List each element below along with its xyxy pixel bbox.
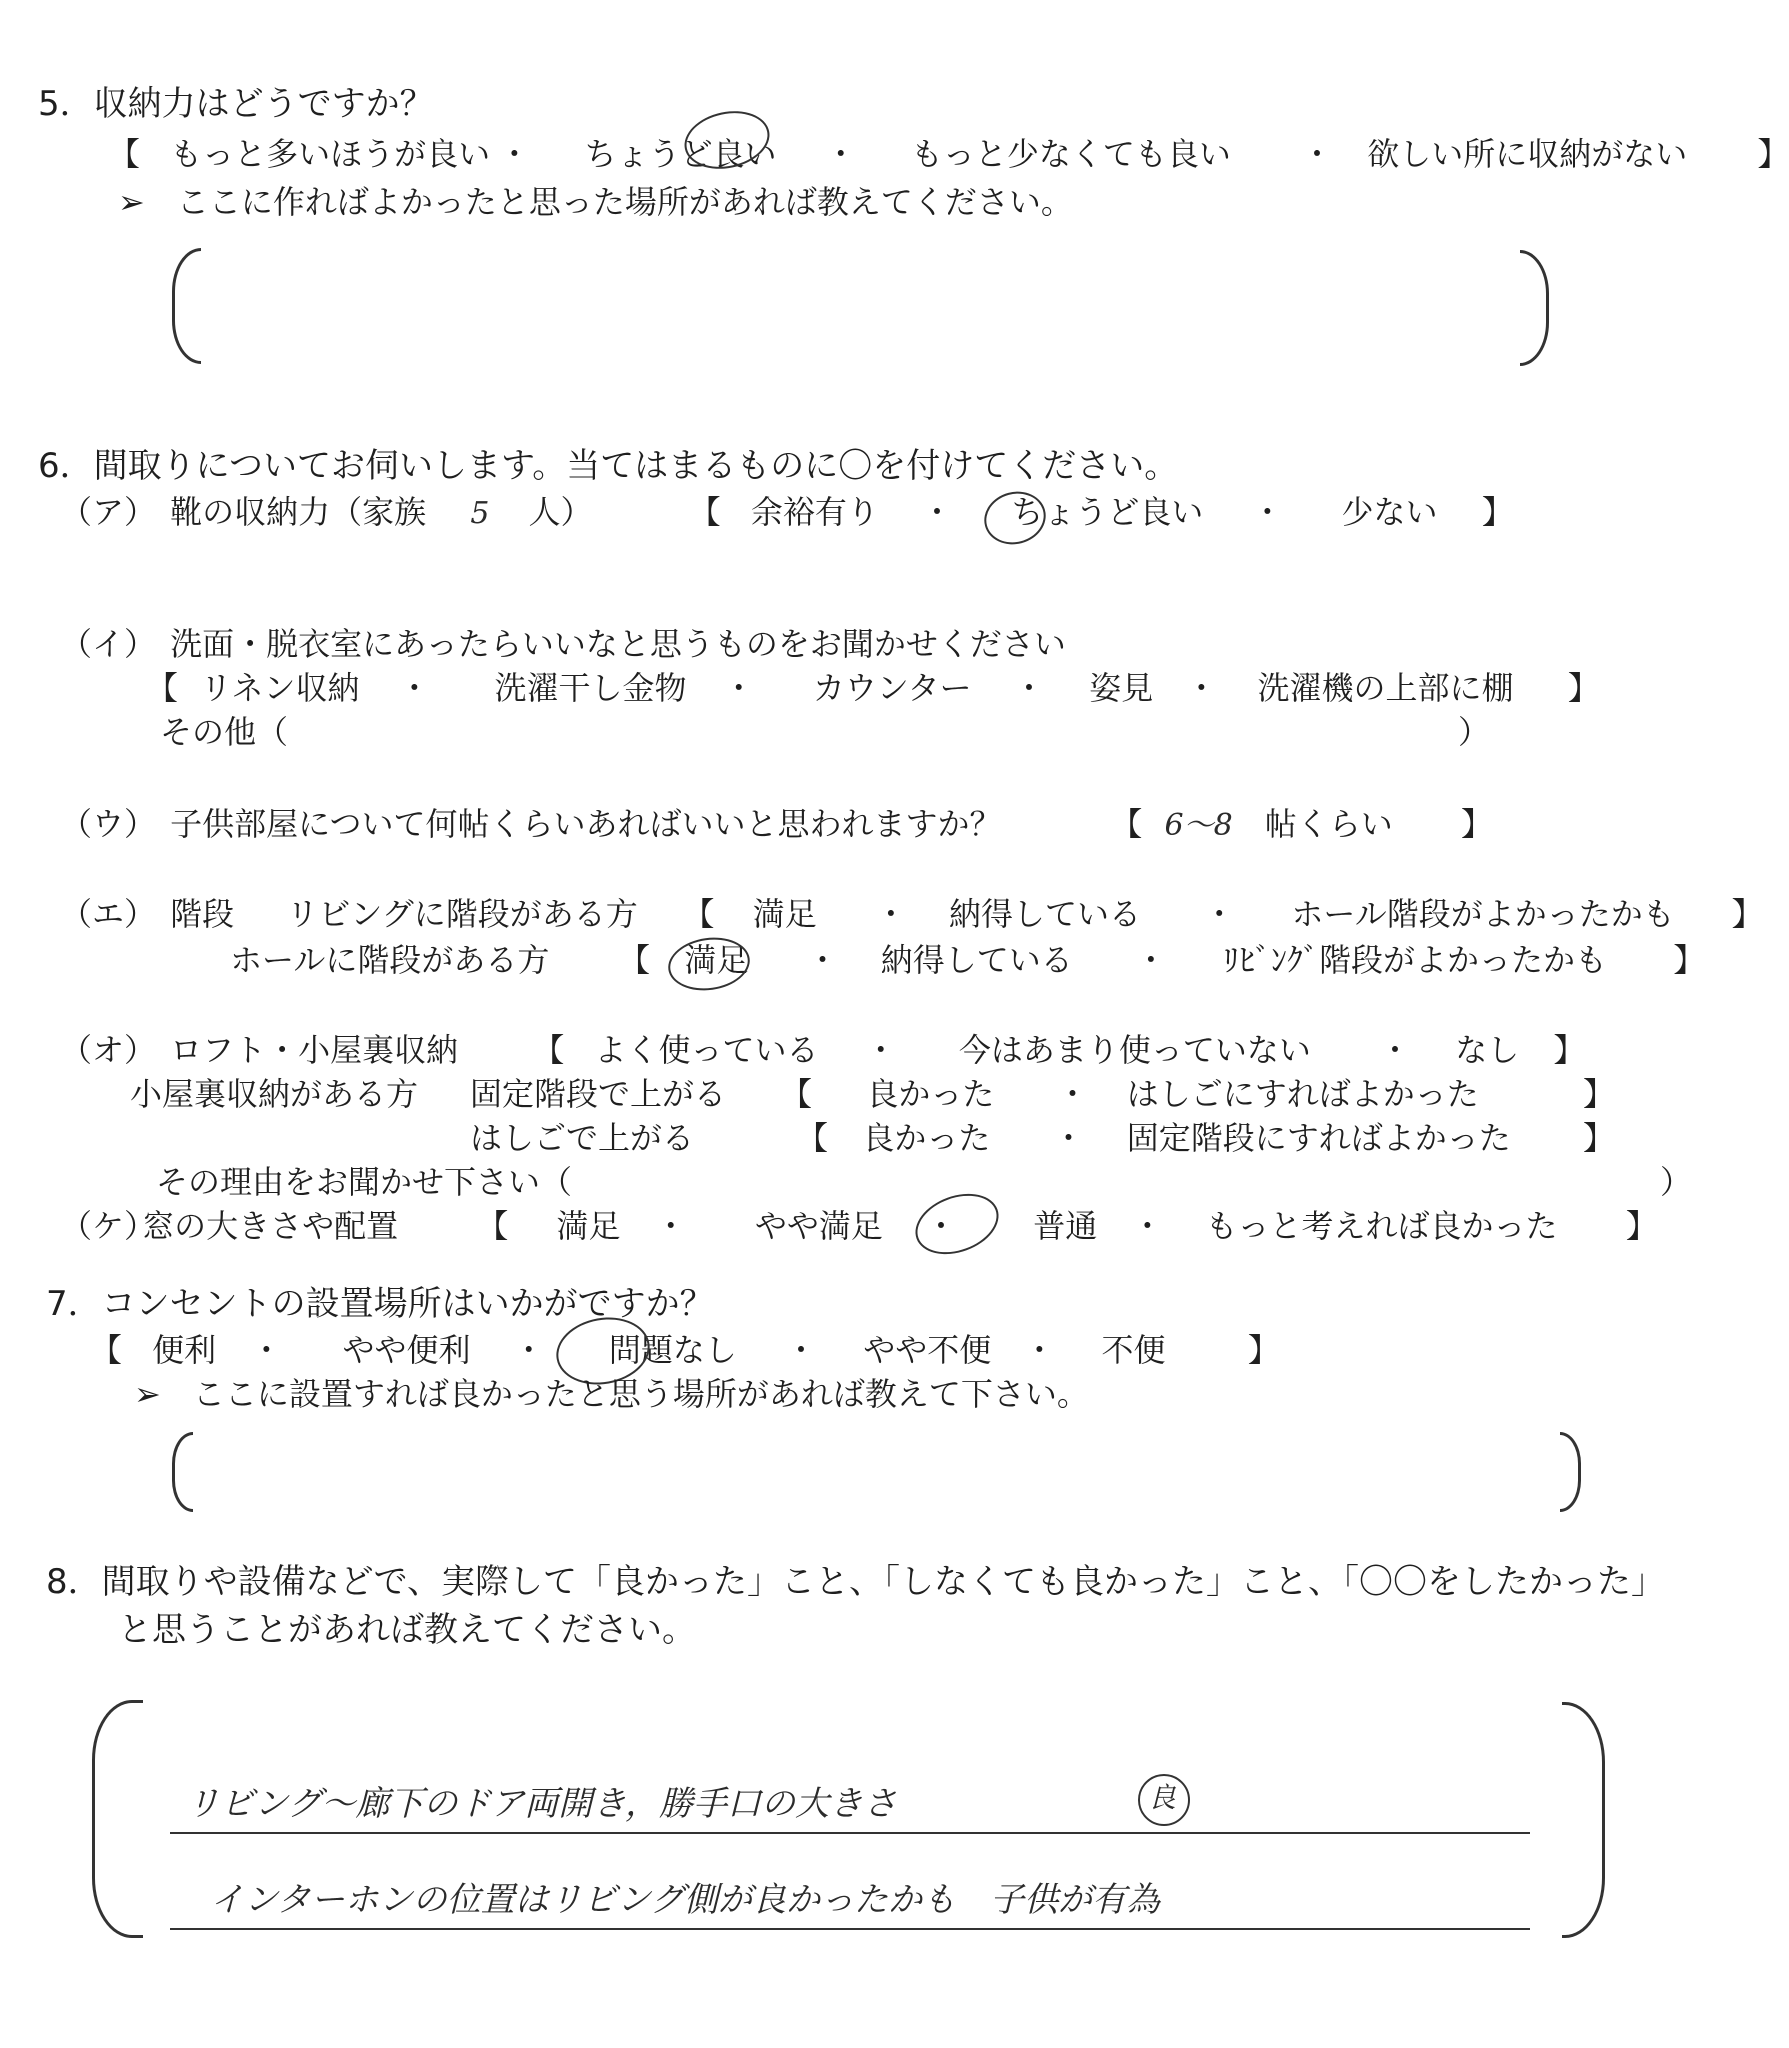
q6-o-reason-close: ） bbox=[1660, 1163, 1693, 1201]
separator: ・ bbox=[1023, 1331, 1056, 1369]
option-hall-stairs-better[interactable]: ホール階段がよかったかも bbox=[1291, 895, 1675, 933]
q5-prompt: ➢ ここに作ればよかったと思った場所があれば教えてください。 bbox=[118, 183, 1073, 221]
bracket-open: 【 bbox=[618, 941, 651, 979]
handwritten-room-size: 6～8 bbox=[1164, 808, 1233, 843]
answer-circle-mark bbox=[907, 1183, 1007, 1265]
option-no-problem[interactable]: 問題なし bbox=[608, 1331, 737, 1369]
separator: ・ bbox=[874, 895, 907, 933]
q6-ke-label: （ケ） bbox=[60, 1207, 157, 1245]
option-convenient[interactable]: 便利 bbox=[152, 1331, 217, 1369]
q6-o-text: ロフト・小屋裏収納 bbox=[170, 1031, 459, 1069]
q6-o-fixed-label: 固定階段で上がる bbox=[470, 1075, 727, 1113]
option-somewhat-convenient[interactable]: やや便利 bbox=[342, 1331, 471, 1369]
separator: ・ bbox=[1379, 1031, 1412, 1069]
separator: ・ bbox=[512, 1331, 545, 1369]
answer-box-left bbox=[92, 1700, 143, 1938]
option-satisfied[interactable]: 満足 bbox=[684, 941, 749, 979]
bracket-close: 】 bbox=[1673, 941, 1706, 979]
q6-i-label: （イ） bbox=[60, 625, 157, 663]
handwritten-family-count: 5 bbox=[470, 496, 490, 531]
q6-ke-row bbox=[60, 1206, 1658, 1246]
handwritten-answer-line-1: リビング～廊下のドア両開き，勝手口の大きさ bbox=[186, 1784, 897, 1824]
separator: ・ bbox=[806, 941, 839, 979]
bracket-open: 【 bbox=[796, 1119, 829, 1157]
option-counter[interactable]: カウンター bbox=[812, 669, 972, 707]
q6-u-row bbox=[60, 804, 1493, 846]
separator: ・ bbox=[1056, 1075, 1089, 1113]
separator: ・ bbox=[1185, 669, 1218, 707]
q6-o-ladder-row bbox=[470, 1118, 1615, 1158]
q6-e-row2-label: ホールに階段がある方 bbox=[230, 941, 550, 979]
separator: ・ bbox=[1203, 895, 1236, 933]
bracket-open: 【 bbox=[108, 135, 141, 173]
q6-i-other-close: ） bbox=[1458, 713, 1491, 751]
option-satisfied[interactable]: 満足 bbox=[556, 1207, 621, 1245]
bracket-close: 】 bbox=[1460, 805, 1493, 843]
separator: ・ bbox=[1013, 669, 1046, 707]
q6-u-label: （ウ） bbox=[60, 805, 157, 843]
separator: ・ bbox=[925, 1207, 958, 1245]
bracket-close: 】 bbox=[1481, 493, 1514, 531]
q6-a-row bbox=[60, 492, 1514, 534]
separator: ・ bbox=[1052, 1119, 1085, 1157]
q6-ke-text: 窓の大きさや配置 bbox=[142, 1207, 399, 1245]
option-fixed-stairs-better[interactable]: 固定階段にすればよかった bbox=[1126, 1119, 1511, 1157]
option-drying-hardware[interactable]: 洗濯干し金物 bbox=[494, 669, 687, 707]
q6-i-text: 洗面・脱衣室にあったらいいなと思うものをお聞かせください bbox=[170, 625, 1066, 663]
option-none[interactable]: なし bbox=[1455, 1031, 1520, 1069]
q6-e-stairs: 階段 bbox=[170, 895, 235, 933]
option-inconvenient[interactable]: 不便 bbox=[1101, 1331, 1166, 1369]
option-shelf-above-washer[interactable]: 洗濯機の上部に棚 bbox=[1257, 669, 1514, 707]
bracket-close: 】 bbox=[1731, 895, 1764, 933]
separator: ・ bbox=[785, 1331, 818, 1369]
bracket-close: 】 bbox=[1553, 1031, 1586, 1069]
q6-u-text: 子供部屋について何帖くらいあればいいと思われますか？ bbox=[170, 805, 1002, 843]
q6-i-options bbox=[146, 668, 1600, 708]
answer-box-right bbox=[1520, 250, 1549, 366]
bracket-open: 【 bbox=[1110, 805, 1143, 843]
separator: ・ bbox=[1134, 941, 1167, 979]
bracket-close: 】 bbox=[1582, 1075, 1615, 1113]
q6-o-ladder-label: はしごで上がる bbox=[470, 1119, 695, 1157]
option-mirror[interactable]: 姿見 bbox=[1089, 669, 1154, 707]
bracket-open: 【 bbox=[780, 1075, 813, 1113]
bracket-close: 】 bbox=[1582, 1119, 1615, 1157]
bracket-open: 【 bbox=[682, 895, 715, 933]
option-less-ok[interactable]: もっと少なくても良い bbox=[910, 135, 1231, 173]
option-just-right[interactable]: ちょうど良い bbox=[584, 135, 777, 173]
q6-a-unit: 人） bbox=[528, 493, 593, 531]
option-want-storage[interactable]: 欲しい所に収納がない bbox=[1367, 135, 1688, 173]
q7-title: 7．コンセントの設置場所はいかがですか？ bbox=[46, 1284, 714, 1324]
q6-o-row bbox=[60, 1030, 1585, 1070]
option-more-storage[interactable]: もっと多いほうが良い bbox=[170, 135, 491, 173]
option-just-right[interactable]: ちょうど良い bbox=[1011, 493, 1204, 531]
separator: ・ bbox=[864, 1031, 897, 1069]
bracket-open: 【 bbox=[90, 1331, 123, 1369]
answer-box-right bbox=[1560, 1432, 1581, 1512]
bracket-open: 【 bbox=[532, 1031, 565, 1069]
separator: ・ bbox=[921, 493, 954, 531]
bracket-open: 【 bbox=[476, 1207, 509, 1245]
separator: ・ bbox=[1131, 1207, 1164, 1245]
option-ladder-better[interactable]: はしごにすればよかった bbox=[1126, 1075, 1479, 1113]
option-accepting[interactable]: 納得している bbox=[880, 941, 1073, 979]
option-few[interactable]: 少ない bbox=[1341, 493, 1438, 531]
q8-line1: 8．間取りや設備などで、実際して「良かった」こと、「しなくても良かった」こと、「〇〇をしたかった」 bbox=[46, 1562, 1665, 1602]
bracket-open: 【 bbox=[146, 669, 179, 707]
q6-o-attic-label: 小屋裏収納がある方 bbox=[130, 1075, 419, 1113]
q6-a-text: 靴の収納力（家族 bbox=[170, 493, 427, 531]
option-good[interactable]: 良かった bbox=[862, 1119, 991, 1157]
option-living-stairs-better[interactable]: ﾘﾋﾞﾝｸﾞ階段がよかったかも bbox=[1223, 941, 1608, 979]
separator: ・ bbox=[722, 669, 755, 707]
answer-underline bbox=[170, 1928, 1530, 1930]
handwritten-good-mark: 良 bbox=[1148, 1781, 1177, 1814]
option-often-use[interactable]: よく使っている bbox=[594, 1031, 819, 1069]
option-ample[interactable]: 余裕有り bbox=[750, 493, 879, 531]
option-average[interactable]: 普通 bbox=[1033, 1207, 1098, 1245]
q6-i-other-label: その他（ bbox=[160, 713, 289, 751]
bracket-open: 【 bbox=[688, 493, 721, 531]
option-somewhat-inconvenient[interactable]: やや不便 bbox=[863, 1331, 992, 1369]
bracket-close: 】 bbox=[1625, 1207, 1658, 1245]
q8-line2: と思うことがあれば教えてください。 bbox=[118, 1610, 696, 1650]
answer-underline bbox=[170, 1832, 1530, 1834]
option-satisfied[interactable]: 満足 bbox=[752, 895, 817, 933]
separator: ・ bbox=[498, 135, 531, 173]
option-good[interactable]: 良かった bbox=[866, 1075, 995, 1113]
q5-options bbox=[108, 134, 1789, 174]
q6-o-fixed-row bbox=[470, 1074, 1615, 1114]
option-rarely-use[interactable]: 今はあまり使っていない bbox=[958, 1031, 1311, 1069]
q6-e-row1-label: リビングに階段がある方 bbox=[286, 895, 638, 933]
separator: ・ bbox=[398, 669, 431, 707]
q7-prompt: ➢ ここに設置すれば良かったと思う場所があれば教えて下さい。 bbox=[134, 1375, 1089, 1413]
separator: ・ bbox=[654, 1207, 687, 1245]
q6-e-row1 bbox=[60, 894, 1764, 934]
separator: ・ bbox=[1251, 493, 1284, 531]
q6-o-label: （オ） bbox=[60, 1031, 157, 1069]
q6-o-reason-label: その理由をお聞かせ下さい（ bbox=[156, 1163, 573, 1201]
bracket-close: 】 bbox=[1247, 1331, 1280, 1369]
option-accepting[interactable]: 納得している bbox=[949, 895, 1142, 933]
q6-a-label: （ア） bbox=[60, 493, 157, 531]
answer-box-left bbox=[172, 248, 201, 364]
separator: ・ bbox=[824, 135, 857, 173]
option-linen-storage[interactable]: リネン収納 bbox=[200, 669, 360, 707]
option-somewhat-satisfied[interactable]: やや満足 bbox=[754, 1207, 883, 1245]
answer-box-right bbox=[1562, 1702, 1605, 1938]
bracket-close: 】 bbox=[1567, 669, 1600, 707]
q5-title: 5．収納力はどうですか？ bbox=[38, 84, 434, 124]
q6-e-label: （エ） bbox=[60, 895, 157, 933]
separator: ・ bbox=[1301, 135, 1334, 173]
q6-u-suffix: 帖くらい bbox=[1264, 805, 1393, 843]
answer-box-left bbox=[172, 1432, 193, 1512]
q6-e-row2 bbox=[230, 940, 1705, 980]
handwritten-answer-line-2: インターホンの位置はリビング側が良かったかも 子供が有為 bbox=[210, 1880, 1160, 1920]
bracket-close: 】 bbox=[1757, 135, 1789, 173]
q6-title: 6．間取りについてお伺いします。当てはまるものに〇を付けてください。 bbox=[38, 446, 1179, 486]
separator: ・ bbox=[250, 1331, 283, 1369]
q6-i-row bbox=[60, 624, 1066, 664]
option-should-have-thought[interactable]: もっと考えれば良かった bbox=[1205, 1207, 1558, 1245]
q7-options bbox=[90, 1330, 1280, 1370]
